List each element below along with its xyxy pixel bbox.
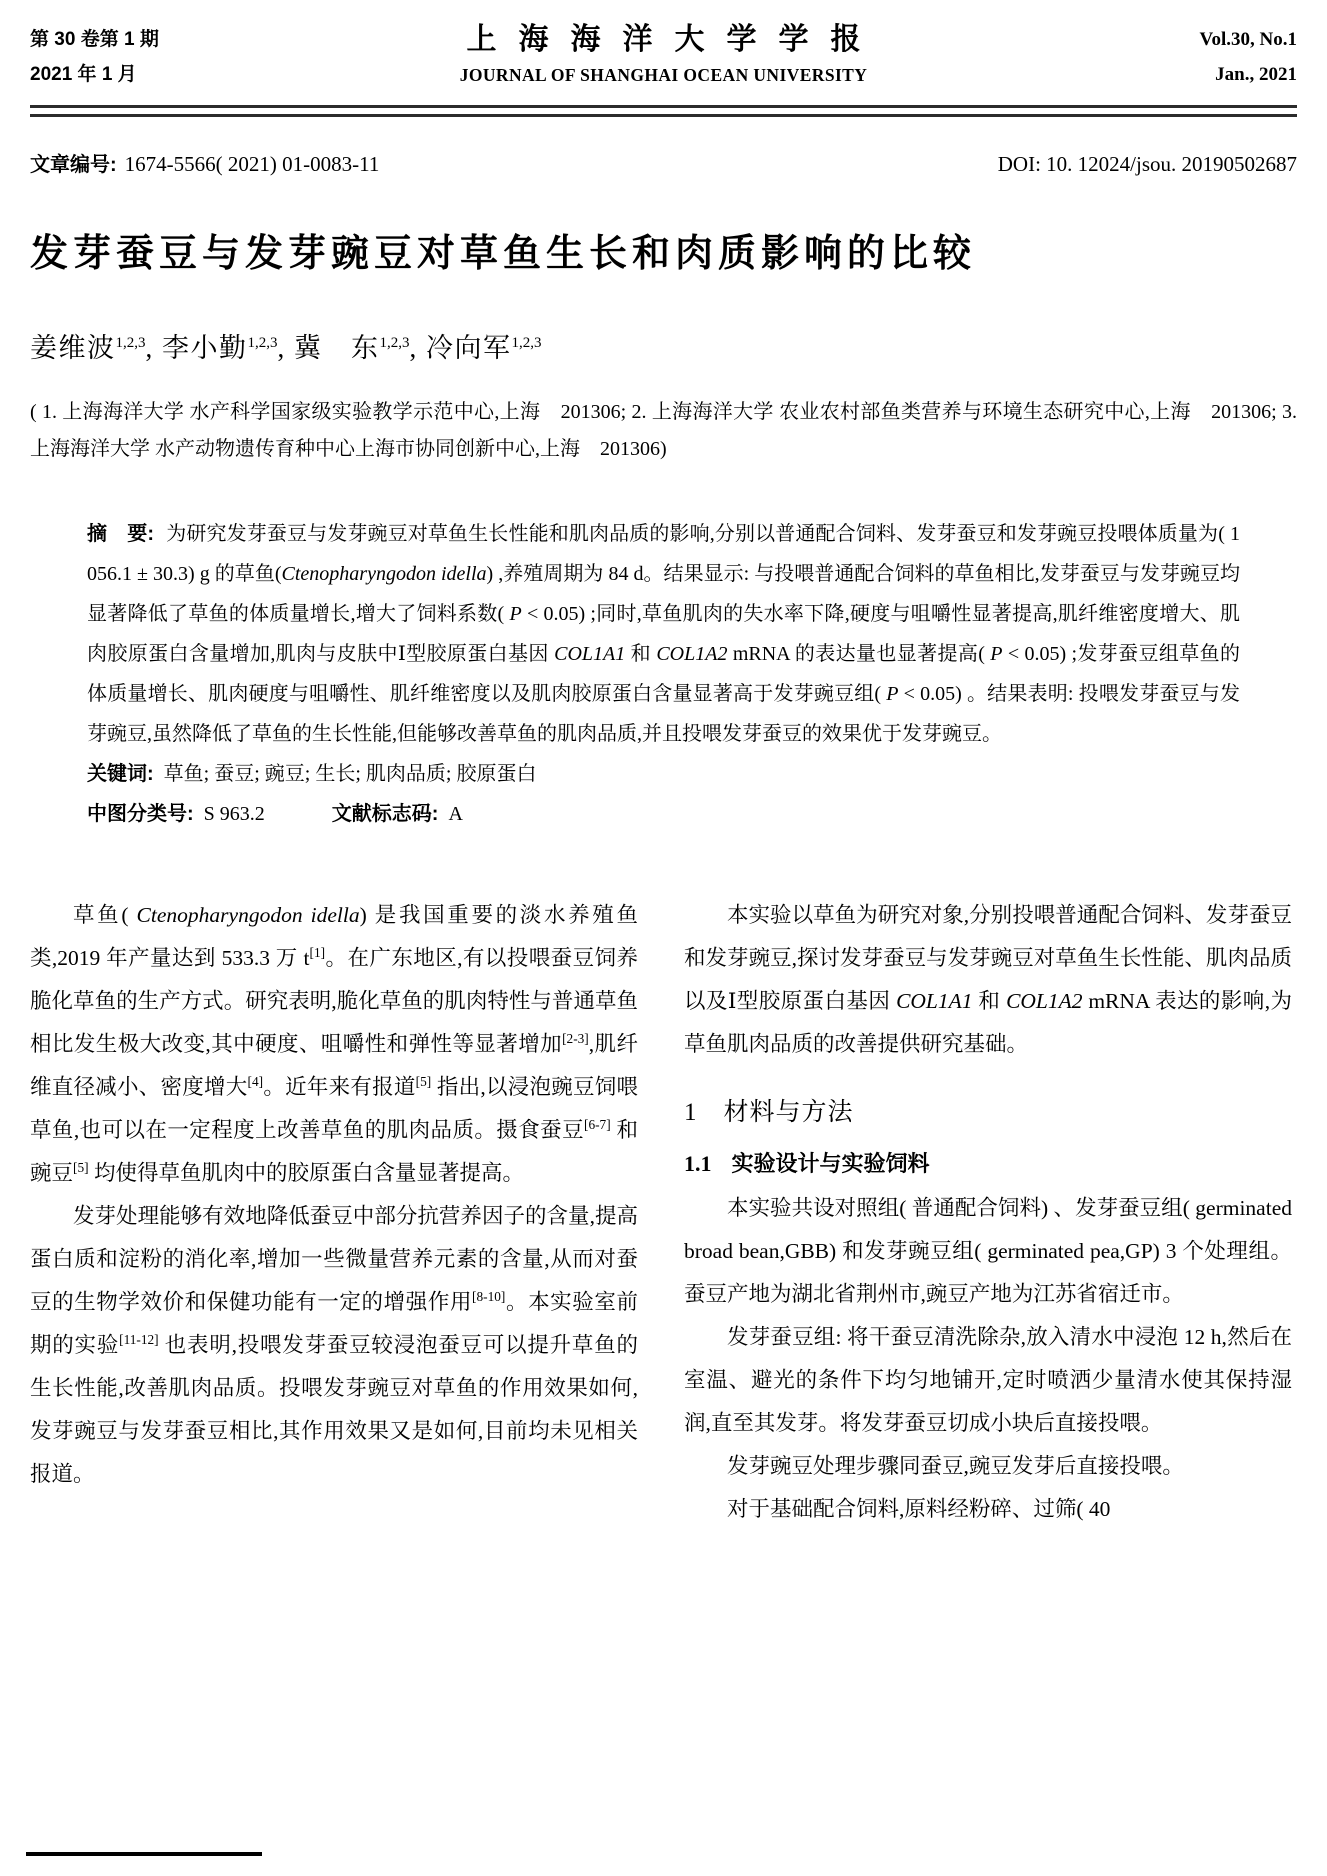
authors-line: 姜维波$^{1,2,3}$, 李小勤$^{1,2,3}$, 冀 东$^{1,2,3}$, 冷向军$^{1,2,3}$ bbox=[30, 333, 542, 363]
section-heading-1-1 bbox=[684, 1143, 1292, 1185]
abstract-block bbox=[87, 514, 1240, 754]
abstract-text: 为研究发芽蚕豆与发芽豌豆对草鱼生长性能和肌肉品质的影响,分别以普通配合饲料、发芽蚕豆和发芽豌豆投喂体质量为( 1 056.1 ± 30.3) g 的草鱼(Ctenopharyngodon idella) ,养殖周期为 84 d。结果显示: 与投喂普通配合饲料的草鱼相比,发芽蚕豆与发芽豌豆均显著降低了草鱼的体质量增长,增大了饲料系数( P < 0.05) ;同时,草鱼肌肉的失水率下降,硬度与咀嚼性显著提高,肌纤维密度增大、肌肉胶原蛋白含量增加,肌肉与皮肤中Ⅰ型胶原蛋白基因 COL1A1 和 COL1A2 mRNA 的表达量也显著提高( P < 0.05) ;发芽蚕豆组草鱼的体质量增长、肌肉硬度与咀嚼性、肌纤维密度以及肌肉胶原蛋白含量显著高于发芽豌豆组( P < 0.05) 。结果表明: 投喂发芽蚕豆与发芽豌豆,虽然降低了草鱼的生长性能,但能够改善草鱼的肌肉品质,并且投喂发芽蚕豆的效果优于发芽豌豆。 bbox=[87, 523, 1241, 745]
header-left bbox=[30, 22, 270, 92]
affiliations: ( 1. 上海海洋大学 水产科学国家级实验教学示范中心,上海 201306; 2. 上海海洋大学 农业农村部鱼类营养与环境生态研究中心,上海 201306; 3. 上海海洋大学 水产动物遗传育种中心上海市协同创新中心,上海 201306) bbox=[30, 401, 1297, 460]
section-1-number: 1 bbox=[684, 1099, 698, 1126]
header-center bbox=[270, 22, 1057, 87]
section-1-title: 材料与方法 bbox=[723, 1099, 854, 1126]
header-right bbox=[1057, 22, 1297, 92]
section-1-1-number: 1.1 bbox=[684, 1151, 712, 1176]
article-id bbox=[30, 151, 379, 178]
paragraph-methods-4: 对于基础配合饲料,原料经粉碎、过筛( 40 bbox=[727, 1497, 1111, 1521]
paragraph-methods-2: 发芽蚕豆组: 将干蚕豆清洗除杂,放入清水中浸泡 12 h,然后在室温、避光的条件下均匀地铺开,定时喷洒少量清水使其保持湿润,直至其发芽。将发芽蚕豆切成小块后直接投喂。 bbox=[684, 1325, 1292, 1435]
keywords-line bbox=[87, 754, 1240, 794]
article-meta-row bbox=[30, 151, 1297, 178]
doc-code-value: A bbox=[448, 803, 463, 825]
classification-line bbox=[87, 794, 1240, 834]
article-id-value: 1674-5566( 2021) 01-0083-11 bbox=[124, 152, 380, 176]
paragraph-methods-1: 本实验共设对照组( 普通配合饲料) 、发芽蚕豆组( germinated broad bean,GBB) 和发芽豌豆组( germinated pea,GP) 3 个处理组。蚕豆产地为湖北省荆州市,豌豆产地为江苏省宿迁市。 bbox=[684, 1196, 1292, 1306]
journal-title-cn: 上海海洋大学学报 bbox=[466, 23, 883, 56]
volume-issue-en: Vol.30, No.1 bbox=[1199, 29, 1297, 50]
clc-value: S 963.2 bbox=[203, 803, 265, 825]
paragraph-intro-2: 发芽处理能够有效地降低蚕豆中部分抗营养因子的含量,提高蛋白质和淀粉的消化率,增加一些微量营养元素的含量,从而对蚕豆的生物学效价和保健功能有一定的增强作用[8-10]。本实验室前期的实验[11-12] 也表明,投喂发芽蚕豆较浸泡蚕豆可以提升草鱼的生长性能,改善肌肉品质。投喂发芽豌豆对草鱼的作用效果如何,发芽豌豆与发芽蚕豆相比,其作用效果又是如何,目前均未见相关报道。 bbox=[30, 1204, 638, 1486]
left-column bbox=[30, 894, 638, 1531]
date-en: Jan., 2021 bbox=[1215, 64, 1297, 85]
keywords-text: 草鱼; 蚕豆; 豌豆; 生长; 肌肉品质; 胶原蛋白 bbox=[163, 763, 537, 785]
footnote-divider-rule bbox=[26, 1852, 262, 1856]
volume-issue-cn: 第 30 卷第 1 期 bbox=[30, 29, 159, 50]
paragraph-methods-3: 发芽豌豆处理步骤同蚕豆,豌豆发芽后直接投喂。 bbox=[727, 1454, 1184, 1478]
header-divider-rule bbox=[30, 105, 1297, 117]
section-1-1-title: 实验设计与实验饲料 bbox=[731, 1151, 930, 1176]
keywords-label: 关键词: bbox=[87, 763, 154, 785]
right-column bbox=[684, 894, 1292, 1531]
article-title: 发芽蚕豆与发芽豌豆对草鱼生长和肉质影响的比较 bbox=[30, 233, 977, 275]
abstract-label: 摘 要: bbox=[87, 523, 155, 545]
paragraph-intro-1: 草鱼( Ctenopharyngodon idella) 是我国重要的淡水养殖鱼类,2019 年产量达到 533.3 万 t[1]。在广东地区,有以投喂蚕豆饲养脆化草鱼的生产方式。研究表明,脆化草鱼的肌肉特性与普通草鱼相比发生极大改变,其中硬度、咀嚼性和弹性等显著增加[2-3],肌纤维直径减小、密度增大[4]。近年来有报道[5] 指出,以浸泡豌豆饲喂草鱼,也可以在一定程度上改善草鱼的肌肉品质。摄食蚕豆[6-7] 和豌豆[5] 均使得草鱼肌肉中的胶原蛋白含量显著提高。 bbox=[30, 903, 638, 1185]
clc-label: 中图分类号: bbox=[87, 803, 194, 825]
journal-header bbox=[30, 22, 1297, 92]
section-heading-1 bbox=[684, 1091, 1292, 1135]
article-id-label: 文章编号: bbox=[30, 154, 117, 176]
doc-code-label: 文献标志码: bbox=[331, 803, 439, 825]
journal-title-en: JOURNAL OF SHANGHAI OCEAN UNIVERSITY bbox=[459, 65, 868, 85]
body-columns bbox=[30, 894, 1297, 1531]
date-cn: 2021 年 1 月 bbox=[30, 64, 137, 85]
article-doi: DOI: 10. 12024/jsou. 20190502687 bbox=[997, 152, 1297, 176]
paragraph-intro-3: 本实验以草鱼为研究对象,分别投喂普通配合饲料、发芽蚕豆和发芽豌豆,探讨发芽蚕豆与发芽豌豆对草鱼生长性能、肌肉品质以及Ⅰ型胶原蛋白基因 COL1A1 和 COL1A2 mRNA 表达的影响,为草鱼肌肉品质的改善提供研究基础。 bbox=[684, 903, 1292, 1056]
